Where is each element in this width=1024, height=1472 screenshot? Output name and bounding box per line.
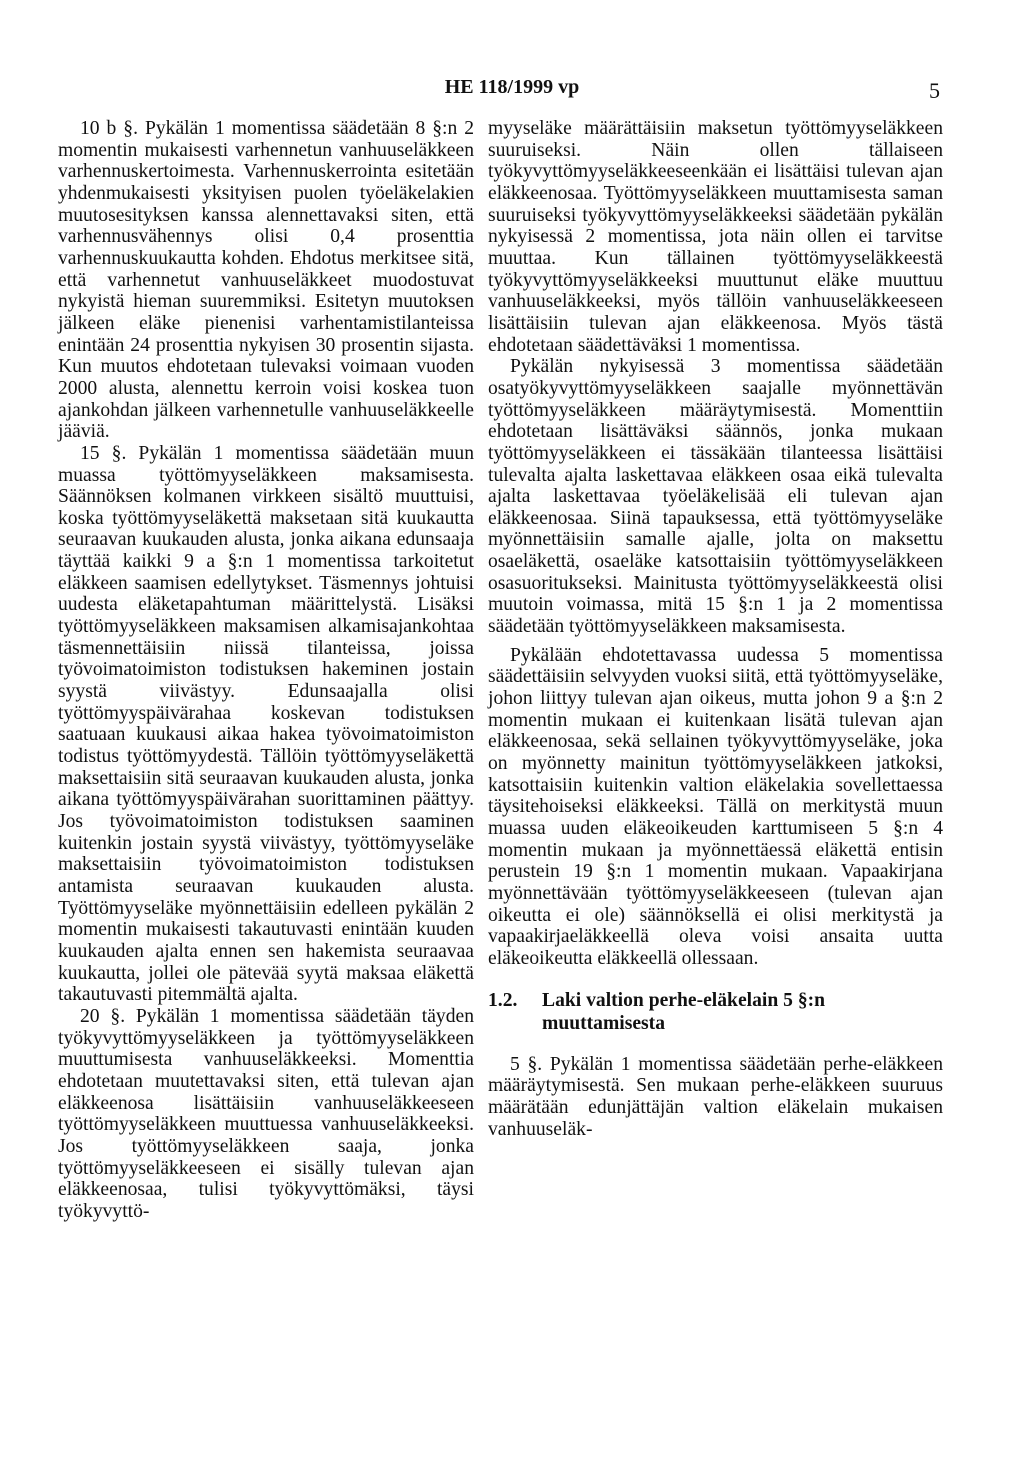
paragraph-3-momentti: Pykälän nykyisessä 3 momentissa säädetään osatyökyvyttömyyseläkkeen saajalle myönnettävän työttömyyseläkkeen määräytymisestä. Momenttiin ehdotetaan lisättäväksi säännös, jonka mukaan työttömyyseläkkeen ei tässäkään tilanteessa lisättäisi tulevalta ajalta laskettavaa eläkkeen osaa eikä tulevalta ajalta laskettavaa työeläkelisää eli tulevan ajan eläkkeenosaa. Siinä tapauksessa, että työttömyyseläke myönnettäisiin samalle ajalle, jolta on maksettu osaeläkettä, osaeläke katsottaisiin työttömyyseläkkeen osasuoritukseksi. Mainitusta työttömyyseläkkeestä olisi muutoin voimassa, mitä 15 §:n 1 ja 2 momentissa säädetään työttömyyseläkkeen maksamisesta. [488,356,943,638]
section-number: 1.2. [488,989,518,1011]
paragraph-20: 20 §. Pykälän 1 momentissa säädetään täyden työkyvyttömyyseläkkeen ja työttömyyseläkkeen muuttumisesta vanhuuseläkkeeksi. Momenttia ehdotetaan muutettavaksi siten, että tulevan ajan eläkkeenosa lisättäisiin vanhuuseläkkeeseen työttömyyseläkkeen muuttuessa vanhuuseläkkeeksi. Jos työttömyyseläkkeen saaja, jonka työttömyyseläkkeeseen ei sisälly tulevan ajan eläkkeenosaa, tulisi työkyvyttömäksi, täysi työkyvyttö- [58,1005,474,1222]
right-column [488,118,943,1140]
paragraph-continuation: myyseläke määrättäisiin maksetun työttömyyseläkkeen suuruiseksi. Näin ollen tällaiseen työkyvyttömyyseläkkeeseenkään ei lisättäisi tulevan ajan eläkkeenosaa. Työttömyyseläkkeen muuttamisesta saman suuruiseksi työkyvyttömyyseläkkeeksi säädetään pykälän nykyisessä 2 momentissa, jota näin ollen ei tarvitse muuttaa. Kun tällainen työttömyyseläkkeestä työkyvyttömyyseläkkeeksi muuttunut eläke muuttuu vanhuuseläkkeeksi, myös tällöin vanhuuseläkkeeseen lisättäisiin tulevan ajan eläkkeenosa. Myös tästä ehdotetaan säädettäväksi 1 momentissa. [488,118,943,356]
left-column [58,118,474,1222]
paragraph-15: 15 §. Pykälän 1 momentissa säädetään muun muassa työttömyyseläkkeen maksamisesta. Säännöksen kolmanen virkkeen sisältö muuttuisi, koska työttömyyseläkettä maksetaan sitä kuukautta seuraavan kuukauden alusta, jonka aikana edunsaaja täyttää kaikki 9 a §:n 1 momentissa tarkoitetut eläkkeen saamisen edellytykset. Täsmennys johtuisi uudesta eläketapahtuman määrittelystä. Lisäksi työttömyyseläkkeen maksamisen alkamisajankohtaa täsmennettäisiin niissä tilanteissa, joissa työvoimatoimiston todistuksen hakeminen jostain syystä viivästyy. Edunsaajalla olisi työttömyyspäivärahaa koskevan todistuksen saatuaan kuukausi aikaa hakea työvoimatoimiston todistus työttömyydestä. Tällöin työttömyyseläkettä maksettaisiin sitä seuraavan kuukauden alusta, jonka aikana työttömyyspäivärahan suorittaminen päättyy. Jos työvoimatoimiston todistuksen saaminen kuitenkin jostain syystä viivästyy, työttömyyseläke maksettaisiin työvoimatoimiston todistuksen antamista seuraavan kuukauden alusta. Työttömyyseläke myönnettäisiin edelleen pykälän 2 momentin mukaisesti takautuvasti enintään kuuden kuukauden ajalta ennen sen hakemista seuraavaa kuukautta, jollei ole pätevää syytä maksaa eläkettä takautuvasti pitemmältä ajalta. [58,442,474,1006]
page-number: 5 [929,78,940,103]
paragraph-5-momentti: Pykälään ehdotettavassa uudessa 5 momentissa säädettäisiin selvyyden vuoksi siitä, että työttömyyseläke, johon liittyy tulevan ajan oikeus, mutta johon 9 a §:n 2 momentin mukaan ei kuitenkaan lisätä tulevan ajan eläkkeenosaa, sekä sellainen työkyvyttömyyseläke, joka on myönnetty mainitun työttömyyseläkkeen jatkoksi, katsottaisiin kuitenkin valtion eläkelakia sovellettaessa täysitehoiseksi eläkkeeksi. Tällä on merkitystä muun muassa uuden eläkeoikeuden karttumiseen 5 §:n 4 momentin mukaan ja myönnettäessä eläkettä entisin perustein 19 §:n 1 momentin mukaan. Vapaakirjana myönnettävään työttömyyseläkkeeseen (tulevan ajan oikeutta ei ole) säännöksellä ei olisi merkitystä ja vapaakirjaeläkkeellä oleva voisi ansaita uutta eläkeoikeutta eläkkeellä ollessaan. [488,644,943,969]
page-header [0,76,1024,106]
paragraph-perhe-5: 5 §. Pykälän 1 momentissa säädetään perhe-eläkkeen määräytymisestä. Sen mukaan perhe-eläkkeen suuruus määrätään edunjättäjän valtion eläkelain mukaisen vanhuuseläk- [488,1053,943,1140]
section-heading [488,989,943,1035]
section-title: Laki valtion perhe-eläkelain 5 §:n muuttamisesta [542,989,826,1034]
document-title: HE 118/1999 vp [444,76,580,98]
paragraph-10b: 10 b §. Pykälän 1 momentissa säädetään 8 §:n 2 momentin mukaisesti varhennetun vanhuuseläkkeen varhennuskertoimesta. Varhennuskerrointa esitetään yhdenmukaisesti yksityisen puolen työeläkelakien muutosesityksen kanssa alennettavaksi siten, että varhennusvähennys olisi 0,4 prosenttia varhennuskuukautta kohden. Ehdotus merkitsee sitä, että varhennetut vanhuuseläkkeet muodostuvat nykyistä hieman suuremmiksi. Esitetyn muutoksen jälkeen eläke pienenisi varhentamistilanteissa enintään 24 prosenttia nykyisen 30 prosentin sijasta. Kun muutos ehdotetaan tulevaksi voimaan vuoden 2000 alusta, alennettu kerroin voisi koskea tuon ajankohdan jälkeen varhennetulle vanhuuseläkkeelle jääviä. [58,118,474,443]
